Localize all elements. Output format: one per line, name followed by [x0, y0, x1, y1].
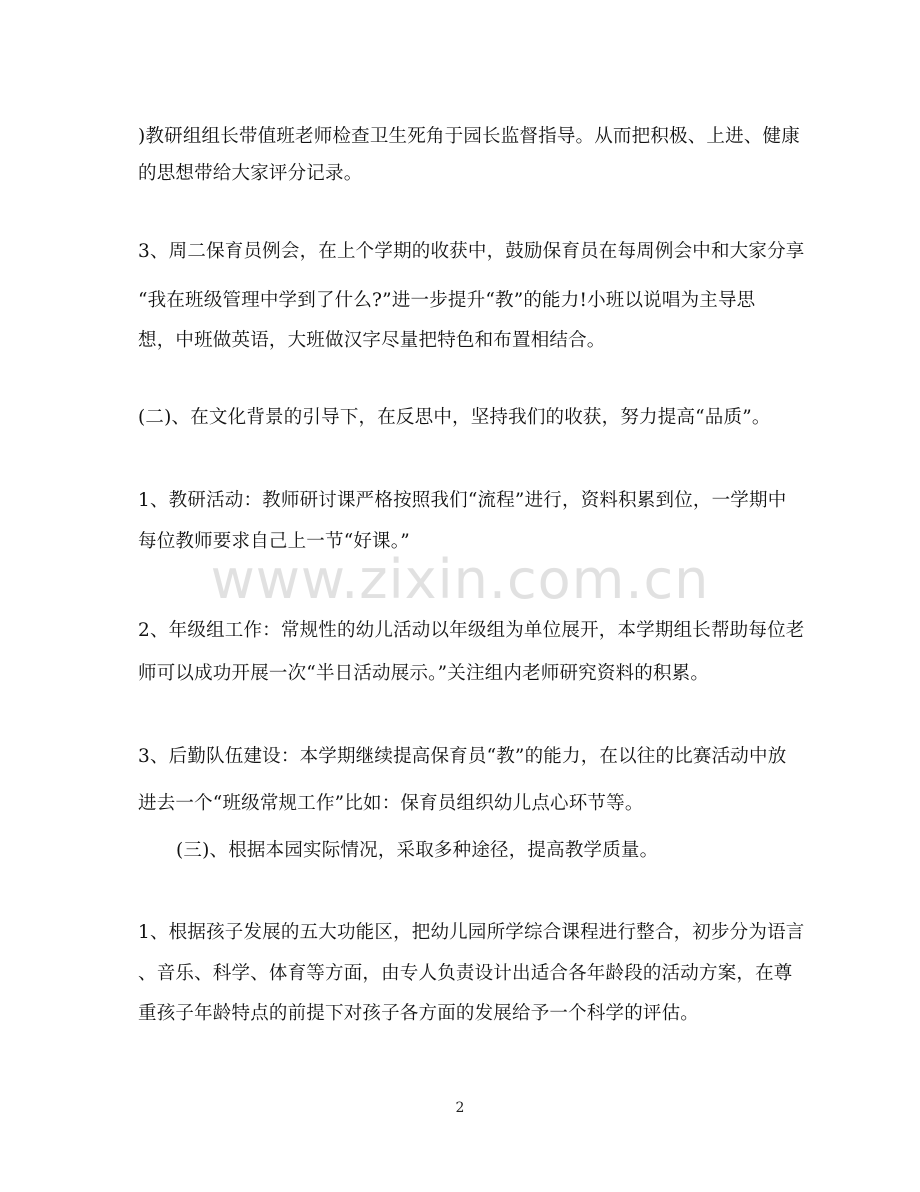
- text-line: 3、后勤队伍建设：本学期继续提高保育员“教”的能力，在以往的比赛活动中放: [138, 746, 787, 767]
- section-heading: (三)、根据本园实际情况，采取多种途径，提高教学质量。: [176, 840, 659, 861]
- text-line: 3、周二保育员例会，在上个学期的收获中，鼓励保育员在每周例会中和大家分享: [138, 241, 805, 262]
- text-line: 、音乐、科学、体育等方面，由专人负责设计出适合各年龄段的活动方案，在尊: [138, 963, 793, 984]
- text-line: 重孩子年龄特点的前提下对孩子各方面的发展给予一个科学的评估。: [138, 1003, 700, 1024]
- watermark: www.zixin.com.cn: [210, 548, 710, 611]
- text-line: 1、教研活动：教师研讨课严格按照我们“流程”进行，资料积累到位，一学期中: [138, 490, 787, 511]
- section-heading: (二)、在文化背景的引导下，在反思中，坚持我们的收获，努力提高“品质”。: [138, 407, 771, 428]
- text-line: 师可以成功开展一次“半日活动展示。”关注组内老师研究资料的积累。: [138, 663, 710, 684]
- text-line: 的思想带给大家评分记录。: [138, 163, 363, 184]
- text-line: 每位教师要求自己上一节“好课。”: [138, 531, 410, 552]
- page-number: 2: [455, 1100, 465, 1116]
- text-line: )教研组组长带值班老师检查卫生死角于园长监督指导。从而把积极、上进、健康: [138, 126, 800, 147]
- text-line: 想，中班做英语，大班做汉字尽量把特色和布置相结合。: [138, 330, 606, 351]
- text-line: “我在班级管理中学到了什么?”进一步提升“教”的能力!小班以说唱为主导思: [138, 290, 756, 311]
- text-line: 进去一个“班级常规工作”比如：保育员组织幼儿点心环节等。: [138, 793, 644, 814]
- text-line: 2、年级组工作：常规性的幼儿活动以年级组为单位展开，本学期组长帮助每位老: [138, 620, 805, 641]
- text-line: 1、根据孩子发展的五大功能区，把幼儿园所学综合课程进行整合，初步分为语言: [138, 922, 805, 943]
